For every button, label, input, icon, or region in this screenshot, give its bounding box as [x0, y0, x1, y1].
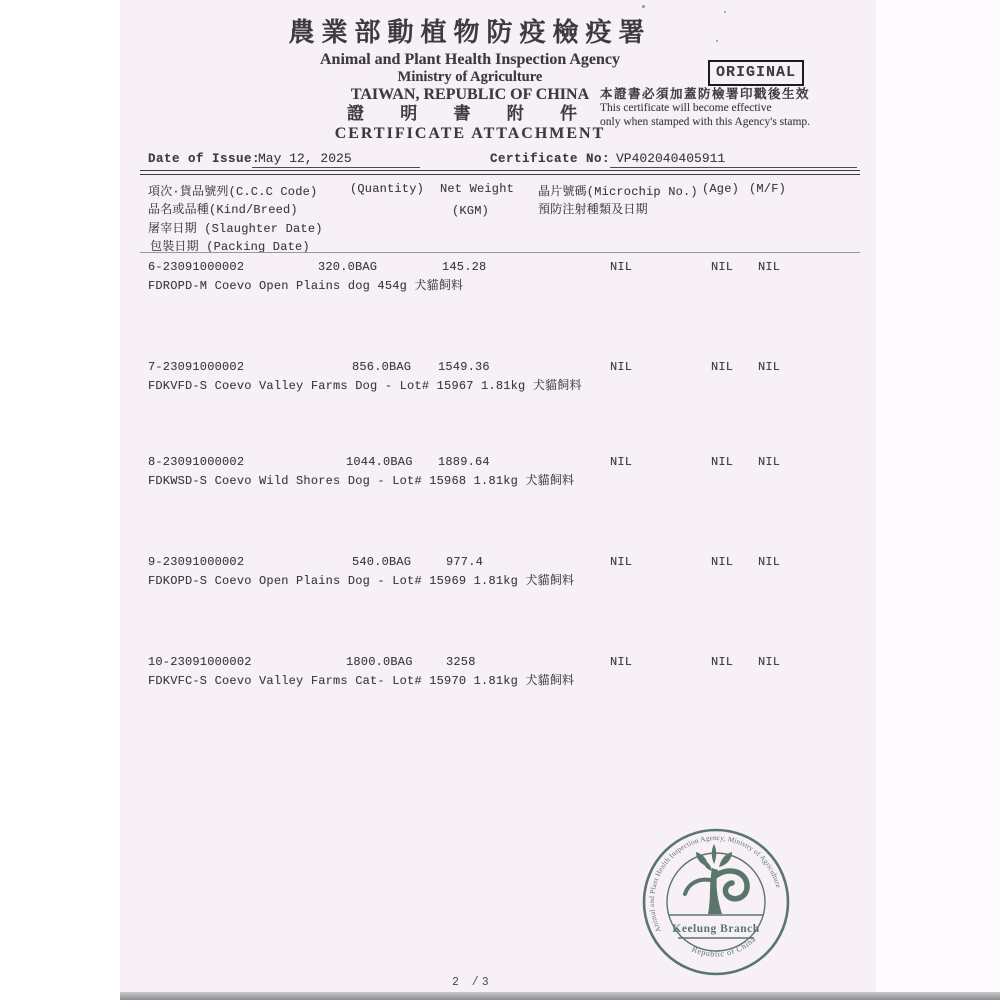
row-quantity: 1800.0BAG	[346, 655, 413, 669]
row-age: NIL	[711, 455, 734, 469]
row-net-weight: 3258	[446, 655, 476, 669]
original-stamp-box: ORIGINAL	[708, 60, 804, 86]
row-item-no: 9-23091000002	[148, 555, 245, 569]
stamp-note-english-line1: This certificate will become effective	[600, 102, 772, 114]
col-header-mf: (M/F)	[749, 182, 787, 196]
certificate-underline	[610, 150, 857, 168]
row-microchip: NIL	[610, 655, 633, 669]
keelung-branch-seal	[638, 828, 798, 980]
row-quantity: 1044.0BAG	[346, 455, 413, 469]
seal-branch-text: Keelung Branch	[672, 923, 760, 935]
attachment-title-chinese: 證 明 書 附 件	[347, 104, 593, 123]
stamp-note-english-line2: only when stamped with this Agency's stamp.	[600, 116, 811, 128]
row-net-weight: 977.4	[446, 555, 484, 569]
row-quantity: 320.0BAG	[318, 260, 378, 274]
row-description: FDROPD-M Coevo Open Plains dog 454g 犬貓飼料	[148, 279, 464, 293]
row-microchip: NIL	[610, 555, 633, 569]
row-description: FDKVFD-S Coevo Valley Farms Dog - Lot# 15967 1.81kg 犬貓飼料	[148, 379, 582, 393]
col-header-net-weight: Net Weight	[440, 182, 515, 196]
row-age: NIL	[711, 555, 734, 569]
seal-arc-bottom-text: Republic of China	[690, 934, 758, 959]
row-age: NIL	[711, 360, 734, 374]
certificate-no-value: VP402040405911	[616, 151, 726, 166]
col-header-item-line3: 屠宰日期 (Slaughter Date)	[148, 222, 323, 236]
seal-arc-top-text: Animal and Plant Health Inspection Agency, Ministry of Agriculture	[647, 833, 783, 934]
col-header-item-line1: 項次·貨品號列(C.C.C Code)	[148, 185, 318, 199]
scan-speck	[716, 40, 718, 42]
row-net-weight: 1889.64	[438, 455, 490, 469]
row-item-no: 8-23091000002	[148, 455, 245, 469]
scan-bottom-strip	[120, 992, 1000, 1000]
attachment-title-english: CERTIFICATE ATTACHMENT	[334, 125, 606, 142]
row-item-no: 6-23091000002	[148, 260, 245, 274]
row-age: NIL	[711, 260, 734, 274]
row-microchip: NIL	[610, 455, 633, 469]
agency-title-chinese: 農業部動植物防疫檢疫署	[288, 18, 652, 47]
col-header-quantity: (Quantity)	[350, 182, 425, 196]
date-underline	[252, 150, 420, 168]
agency-title-english: Animal and Plant Health Inspection Agency	[319, 51, 621, 68]
date-of-issue-value: May 12, 2025	[258, 151, 352, 166]
row-microchip: NIL	[610, 260, 633, 274]
row-age: NIL	[711, 655, 734, 669]
seal-graphic	[638, 828, 798, 980]
col-header-item-line2: 品名或品種(Kind/Breed)	[148, 203, 298, 217]
row-mf: NIL	[758, 655, 781, 669]
col-header-microchip: 晶片號碼(Microchip No.)	[538, 185, 698, 199]
row-item-no: 7-23091000002	[148, 360, 245, 374]
row-mf: NIL	[758, 455, 781, 469]
row-item-no: 10-23091000002	[148, 655, 252, 669]
stamp-note-chinese: 本證書必須加蓋防檢署印戳後生效	[600, 87, 811, 101]
row-description: FDKWSD-S Coevo Wild Shores Dog - Lot# 15968 1.81kg 犬貓飼料	[148, 474, 575, 488]
scan-speck	[642, 5, 645, 8]
header-double-rule	[140, 170, 860, 175]
date-of-issue-label: Date of Issue:	[148, 152, 261, 166]
col-header-vaccination: 預防注射種類及日期	[538, 203, 648, 217]
row-mf: NIL	[758, 260, 781, 274]
ministry-title: Ministry of Agriculture	[397, 69, 543, 85]
row-quantity: 856.0BAG	[352, 360, 412, 374]
col-header-kgm: (KGM)	[452, 204, 490, 218]
row-description: FDKOPD-S Coevo Open Plains Dog - Lot# 15969 1.81kg 犬貓飼料	[148, 574, 575, 588]
scan-right-margin	[876, 0, 1000, 1000]
scan-speck	[724, 11, 726, 13]
row-net-weight: 1549.36	[438, 360, 490, 374]
country-title: TAIWAN, REPUBLIC OF CHINA	[350, 86, 590, 103]
page-number: 2 /3	[452, 976, 492, 989]
row-description: FDKVFC-S Coevo Valley Farms Cat- Lot# 15970 1.81kg 犬貓飼料	[148, 674, 575, 688]
row-mf: NIL	[758, 360, 781, 374]
seal-tree-logo	[685, 844, 747, 914]
row-quantity: 540.0BAG	[352, 555, 412, 569]
row-mf: NIL	[758, 555, 781, 569]
table-header-rule	[140, 252, 860, 253]
certificate-no-label: Certificate No:	[490, 152, 611, 166]
row-microchip: NIL	[610, 360, 633, 374]
col-header-item-line4: 包裝日期 (Packing Date)	[150, 240, 310, 254]
row-net-weight: 145.28	[442, 260, 487, 274]
col-header-age: (Age)	[702, 182, 740, 196]
